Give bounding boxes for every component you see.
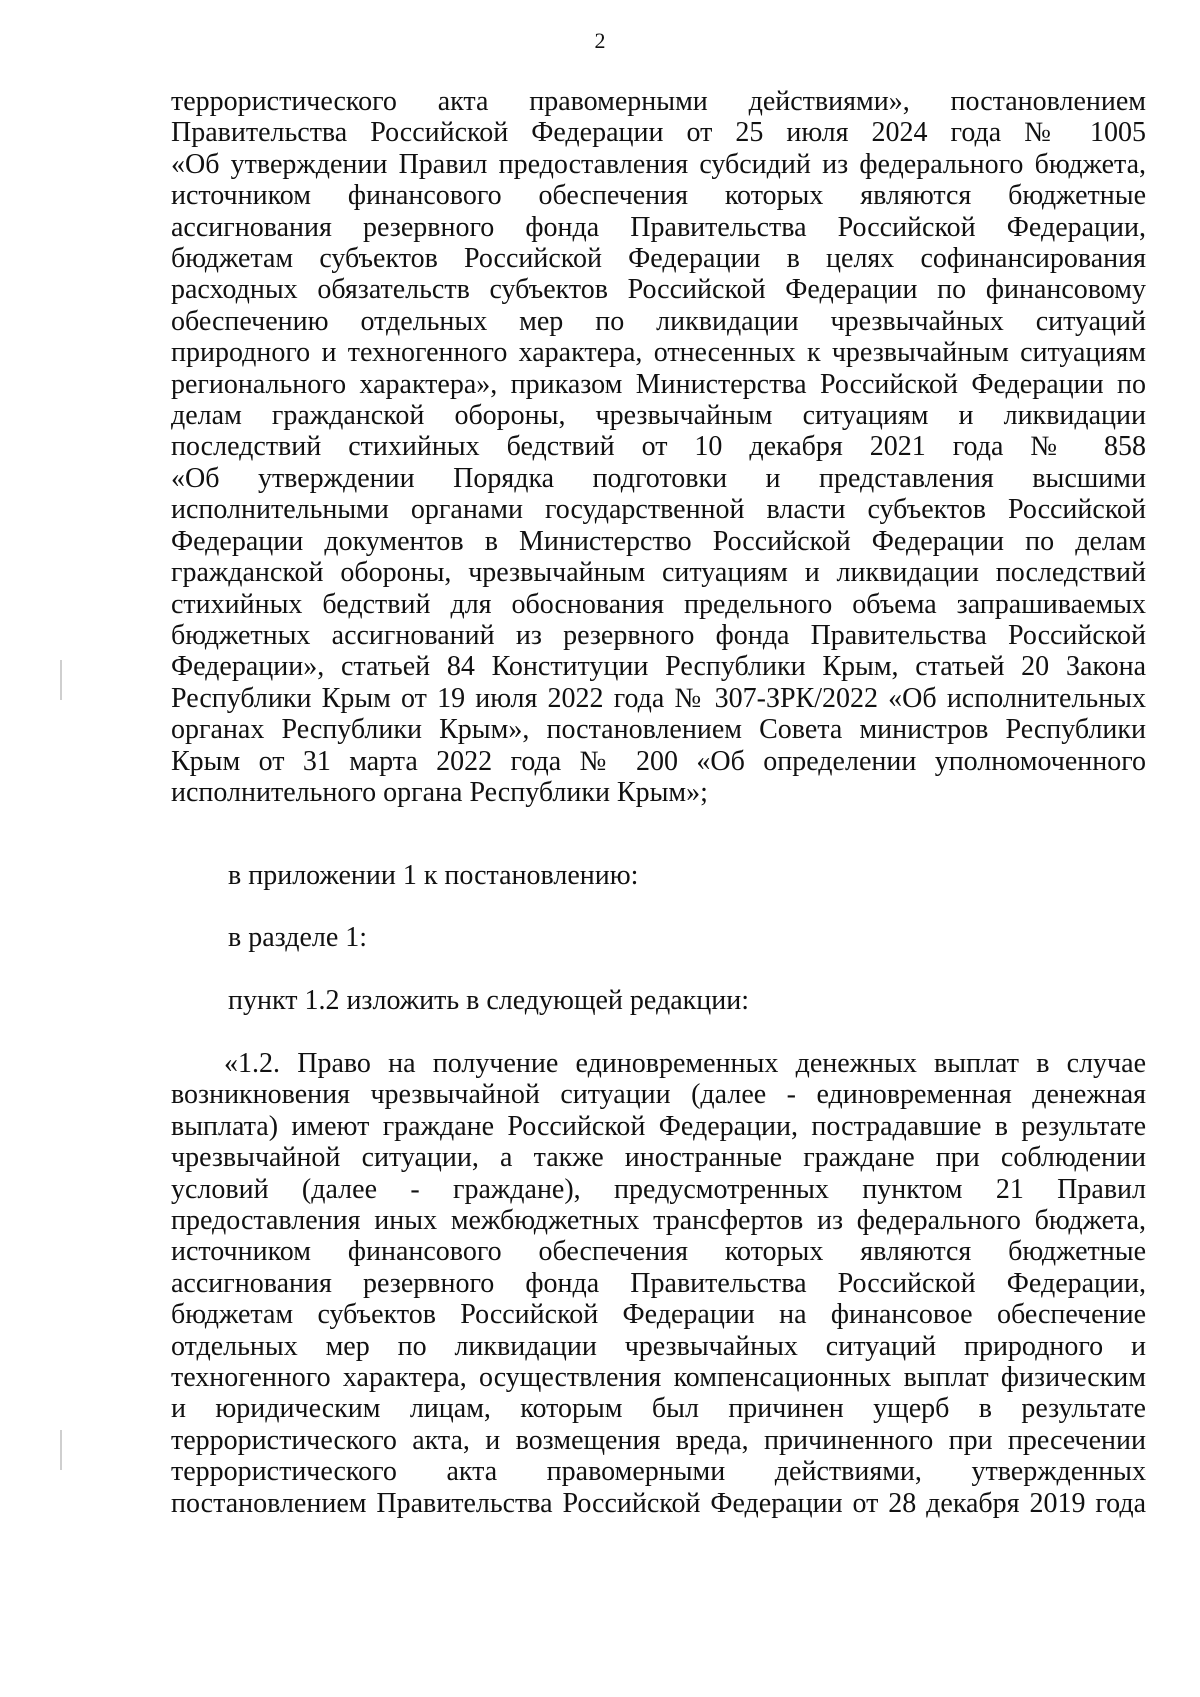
text-line: Крым от 31 марта 2022 года № 200 «Об определении уполномоченного: [171, 745, 1146, 777]
text-line: техногенного характера, осуществления компенсационных выплат физическим: [171, 1362, 1146, 1394]
text-line: источником финансового обеспечения которых являются бюджетные: [171, 180, 1146, 212]
text-line: отдельных мер по ликвидации чрезвычайных ситуаций природного и: [171, 1330, 1146, 1362]
appendix-instruction: в приложении 1 к постановлению:: [228, 860, 639, 891]
text-line: гражданской обороны, чрезвычайным ситуациям и ликвидации последствий: [171, 557, 1146, 589]
text-line: исполнительными органами государственной власти субъектов Российской: [171, 494, 1146, 526]
text-line: источником финансового обеспечения которых являются бюджетные: [171, 1236, 1146, 1268]
text-line: террористического акта, и возмещения вреда, причиненного при пресечении: [171, 1424, 1146, 1456]
text-line: Правительства Российской Федерации от 25 июля 2024 года № 1005: [171, 117, 1146, 149]
section-instruction: в разделе 1:: [228, 922, 368, 953]
text-line: террористического акта правомерными действиями», постановлением: [171, 86, 1146, 117]
paragraph-legal-basis: [171, 86, 1146, 808]
text-line: исполнительного органа Республики Крым»;: [171, 776, 708, 808]
text-line: ассигнования резервного фонда Правительства Российской Федерации,: [171, 211, 1146, 243]
scan-edge-mark: [60, 660, 62, 700]
text-line: возникновения чрезвычайной ситуации (далее - единовременная денежная: [171, 1079, 1146, 1111]
text-line: «Об утверждении Правил предоставления субсидий из федерального бюджета,: [171, 148, 1146, 180]
text-line: чрезвычайной ситуации, а также иностранные граждане при соблюдении: [171, 1142, 1146, 1174]
clause-instruction: пункт 1.2 изложить в следующей редакции:: [228, 985, 749, 1016]
text-line: Федерации документов в Министерство Российской Федерации по делам: [171, 525, 1146, 557]
text-line: последствий стихийных бедствий от 10 декабря 2021 года № 858: [171, 431, 1146, 463]
text-line: «1.2. Право на получение единовременных денежных выплат в случае: [224, 1048, 1146, 1079]
text-line: постановлением Правительства Российской Федерации от 28 декабря 2019 года: [171, 1487, 1146, 1519]
text-line: бюджетам субъектов Российской Федерации в целях софинансирования: [171, 243, 1146, 275]
text-line: бюджетных ассигнований из резервного фонда Правительства Российской: [171, 619, 1146, 651]
text-line: органах Республики Крым», постановлением Совета министров Республики: [171, 714, 1146, 746]
text-line: Федерации», статьей 84 Конституции Республики Крым, статьей 20 Закона: [171, 651, 1146, 683]
text-line: регионального характера», приказом Министерства Российской Федерации по: [171, 368, 1146, 400]
text-line: обеспечению отдельных мер по ликвидации чрезвычайных ситуаций: [171, 305, 1146, 337]
paragraph-clause-1-2: [171, 1048, 1146, 1519]
text-line: «Об утверждении Порядка подготовки и представления высшими: [171, 462, 1146, 494]
text-line: расходных обязательств субъектов Российской Федерации по финансовому: [171, 274, 1146, 306]
text-line: предоставления иных межбюджетных трансфертов из федерального бюджета,: [171, 1205, 1146, 1237]
text-line: условий (далее - граждане), предусмотренных пунктом 21 Правил: [171, 1173, 1146, 1205]
scan-edge-mark: [60, 1430, 62, 1470]
text-line: делам гражданской обороны, чрезвычайным ситуациям и ликвидации: [171, 400, 1146, 432]
text-line: природного и техногенного характера, отнесенных к чрезвычайным ситуациям: [171, 337, 1146, 369]
text-line: ассигнования резервного фонда Правительства Российской Федерации,: [171, 1267, 1146, 1299]
text-line: выплата) имеют граждане Российской Федерации, пострадавшие в результате: [171, 1110, 1146, 1142]
text-line: Республики Крым от 19 июля 2022 года № 307-ЗРК/2022 «Об исполнительных: [171, 682, 1146, 714]
text-line: бюджетам субъектов Российской Федерации на финансовое обеспечение: [171, 1299, 1146, 1331]
text-line: стихийных бедствий для обоснования предельного объема запрашиваемых: [171, 588, 1146, 620]
text-line: и юридическим лицам, которым был причинен ущерб в результате: [171, 1393, 1146, 1425]
page-number: 2: [594, 28, 606, 53]
text-line: террористического акта правомерными действиями, утвержденных: [171, 1456, 1146, 1488]
